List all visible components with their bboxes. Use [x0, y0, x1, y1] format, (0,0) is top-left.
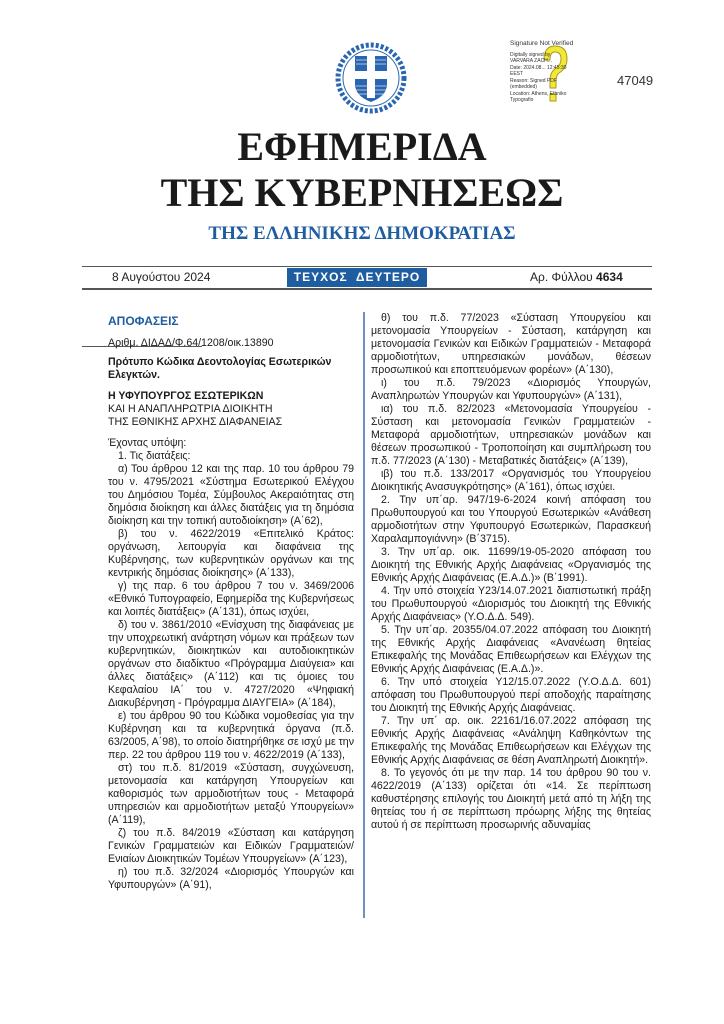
- paragraph: θ) του π.δ. 77/2023 «Σύσταση Υπουργείου και μετονομασία Υπουργείων - Σύσταση, κατάργηση και μετονομασία Γενικών και Ειδικών Γραμματειών - Μεταφορά αρμοδιοτήτων, υπηρεσιακών μονάδων, θέσεων προσωπικού και εποπτευόμενων φορέων» (Α΄130),: [371, 312, 651, 376]
- issue-type-badge: ΤΕΥΧΟΣ ΔΕΥΤΕΡΟ: [287, 268, 427, 287]
- paragraph: 8. Το γεγονός ότι με την παρ. 14 του άρθρου 90 του ν. 4622/2019 (Α΄133) ορίζεται ότι «14. Σε περίπτωση καθυστέρησης επιλογής του Διοικητή μετά από τη λήξη της θητείας του ή σε περίπτωση πρόωρης λήξης της θητείας αυτού ή σε περίπτωση προσωρινής αδυναμίας: [371, 767, 651, 831]
- sheet-label: Αρ. Φύλλου: [530, 270, 593, 284]
- decision-number: Αριθμ. ΔΙΔΑΔ/Φ.64/1208/οικ.13890: [108, 337, 274, 349]
- authority-line-2: ΚΑΙ Η ΑΝΑΠΛΗΡΩΤΡΙΑ ΔΙΟΙΚΗΤΗ: [108, 403, 273, 415]
- considering-intro: Έχοντας υπόψη:: [108, 437, 187, 449]
- paragraph: 4. Την υπό στοιχεία Υ23/14.07.2021 διαπιστωτική πράξη του Πρωθυπουργού «Διορισμός του Διοικητή της Εθνικής Αρχής Διαφάνειας» (Υ.Ο.Δ.Δ. 549).: [371, 585, 651, 623]
- issuing-authority: [108, 390, 354, 429]
- paragraph: ι) του π.δ. 79/2023 «Διορισμός Υπουργών, Αναπληρωτών Υπουργών και Υφυπουργών» (Α΄131),: [371, 377, 651, 402]
- issue-bar-top-rule: [82, 266, 652, 267]
- sheet-number: [530, 270, 623, 285]
- paragraph: 2. Την υπ΄αρ. 947/19-6-2024 κοινή απόφαση του Πρωθυπουργού και του Υπουργού Εσωτερικών «Ανάθεση αρμοδιοτήτων στην Υφυπουργό Εσωτερικών, Παρασκευή Χαραλαμπογιάννη» (Β΄3715).: [371, 494, 651, 545]
- paragraph: ια) του π.δ. 82/2023 «Μετονομασία Υπουργείου - Σύσταση και μετονομασία Γενικών Γραμματειών - Μεταφορά αρμοδιοτήτων, υπηρεσιακών μονάδων και θέσεων προσωπικού - Τροποποίηση και συμπλήρωση του π.δ. 77/2023 (Α΄130) - Μεταβατικές διατάξεις» (Α΄139),: [371, 403, 651, 467]
- paragraph: ε) του άρθρου 90 του Κώδικα νομοθεσίας για την Κυβέρνηση και τα κυβερνητικά όργανα (π.δ. 63/2005, Α΄98), το οποίο διατηρήθηκε σε ισχύ με την περ. 22 του άρθρου 119 του ν. 4622/2019 (Α΄133),: [108, 710, 354, 761]
- paragraph: ιβ) του π.δ. 133/2017 «Οργανισμός του Υπουργείου Διοικητικής Ανασυγκρότησης» (Α΄161), όπως ισχύει.: [371, 468, 651, 493]
- decision-subject: Πρότυπο Κώδικα Δεοντολογίας Εσωτερικών Ελεγκτών.: [108, 356, 332, 381]
- authority-line-1: Η ΥΦΥΠΟΥΡΓΟΣ ΕΣΩΤΕΡΙΚΩΝ: [108, 390, 264, 402]
- masthead: [0, 124, 724, 246]
- issue-bar-bottom-rule: [82, 288, 652, 290]
- masthead-title-line2: ΤΗΣ ΚΥΒΕΡΝΗΣΕΩΣ: [160, 170, 564, 215]
- paragraph: ζ) του π.δ. 84/2019 «Σύσταση και κατάργηση Γενικών Γραμματειών και Ειδικών Γραμματειών/Ενιαίων Διοικητικών Τομέων Υπουργείων» (Α΄123),: [108, 827, 354, 865]
- authority-line-3: ΤΗΣ ΕΘΝΙΚΗΣ ΑΡΧΗΣ ΔΙΑΦΑΝΕΙΑΣ: [108, 416, 283, 428]
- masthead-subtitle: ΤΗΣ ΕΛΛΗΝΙΚΗΣ ΔΗΜΟΚΡΑΤΙΑΣ: [208, 223, 516, 244]
- paragraph: α) Του άρθρου 12 και της παρ. 10 του άρθρου 79 του ν. 4795/2021 «Σύστημα Εσωτερικού Ελέγχου του Δημόσιου Τομέα, Σύμβουλος Ακεραιότητας στη δημόσια διοίκηση και άλλες διατάξεις για τη δημόσια διοίκηση και την τοπική αυτοδιοίκηση» (Α΄62),: [108, 463, 354, 527]
- paragraph: 3. Την υπ΄αρ. οικ. 11699/19-05-2020 απόφαση του Διοικητή της Εθνικής Αρχής Διαφάνειας «Οργανισμός της Εθνικής Αρχής Διαφάνειας (Ε.Α.Δ.)» (Β΄1991).: [371, 546, 651, 584]
- paragraph: 1. Τις διατάξεις:: [118, 450, 191, 462]
- page-number: 47049: [617, 73, 654, 88]
- section-title: ΑΠΟΦΑΣΕΙΣ: [108, 314, 179, 328]
- paragraph: γ) της παρ. 6 του άρθρου 7 του ν. 3469/2006 «Εθνικό Τυπογραφείο, Εφημερίδα της Κυβερνήσεως και λοιπές διατάξεις» (Α΄131), όπως ισχύει,: [108, 580, 354, 618]
- signature-not-verified-stamp: [510, 40, 602, 112]
- paragraph: β) του ν. 4622/2019 «Επιτελικό Κράτος: οργάνωση, λειτουργία και διαφάνεια της Κυβέρνησης, των κυβερνητικών οργάνων και της κεντρικής δημόσιας διοίκησης» (Α΄133),: [108, 528, 354, 579]
- sheet-number-value: 4634: [596, 270, 623, 284]
- paragraph: δ) του ν. 3861/2010 «Ενίσχυση της διαφάνειας με την υποχρεωτική ανάρτηση νόμων και πράξεων των κυβερνητικών, διοικητικών και αυτοδιοικητικών οργάνων στο διαδίκτυο «Πρόγραμμα Διαύγεια» και άλλες διατάξεις» (Α΄112) και τις όμοιες του Κεφαλαίου ΙΑ΄ του ν. 4727/2020 «Ψηφιακή Διακυβέρνηση - Πρόγραμμα ΔΙΑΥΓΕΙΑ» (Α΄184),: [108, 619, 354, 709]
- signature-title: Signature Not Verified: [510, 40, 574, 47]
- masthead-title-line1: ΕΦΗΜΕΡΙΔΑ: [237, 124, 487, 169]
- issue-date: 8 Αυγούστου 2024: [112, 270, 211, 284]
- signature-text-block: [510, 40, 602, 104]
- paragraph: στ) του π.δ. 81/2019 «Σύσταση, συγχώνευση, μετονομασία και κατάργηση Υπουργείων και καθορισμός των αρμοδιοτήτων τους - Μεταφορά υπηρεσιών και αρμοδιοτήτων μεταξύ Υπουργείων» (Α΄119),: [108, 762, 354, 826]
- paragraph: 7. Την υπ΄ αρ. οικ. 22161/16.07.2022 απόφαση της Εθνικής Αρχής Διαφάνειας «Ανάληψη Καθηκόντων της Επικεφαλής της Μονάδας Επιθεωρήσεων και Ελέγχων της Εθνικής Αρχής Διαφάνειας σε θέση Αναπληρωτή Διοικητή».: [371, 715, 651, 766]
- signature-details: Digitally signed by VARVARA ZACH... Date: 2024.08... 12:45:30 EEST Reason: Signed PDF (embedded) Location: Athens, Ethniko Typografio: [510, 51, 567, 103]
- column-divider: [363, 312, 365, 918]
- right-column: [371, 312, 651, 832]
- paragraph: 5. Την υπ΄αρ. 20355/04.07.2022 απόφαση του Διοικητή της Εθνικής Αρχής Διαφάνειας «Ανανέωση θητείας Επικεφαλής της Μονάδας Επιθεωρήσεων και Ελέγχων της Εθνικής Αρχής Διαφάνειας (Ε.Α.Δ.)».: [371, 624, 651, 675]
- paragraph: η) του π.δ. 32/2024 «Διορισμός Υπουργών και Υφυπουργών» (Α΄91),: [108, 866, 354, 891]
- paragraph: 6. Την υπό στοιχεία Υ12/15.07.2022 (Υ.Ο.Δ.Δ. 601) απόφαση του Πρωθυπουργού περί αποδοχής παραίτησης του Διοικητή της Εθνικής Αρχής Διαφάνειας.: [371, 676, 651, 714]
- left-column: [108, 312, 354, 892]
- coat-of-arms-emblem: [333, 40, 409, 116]
